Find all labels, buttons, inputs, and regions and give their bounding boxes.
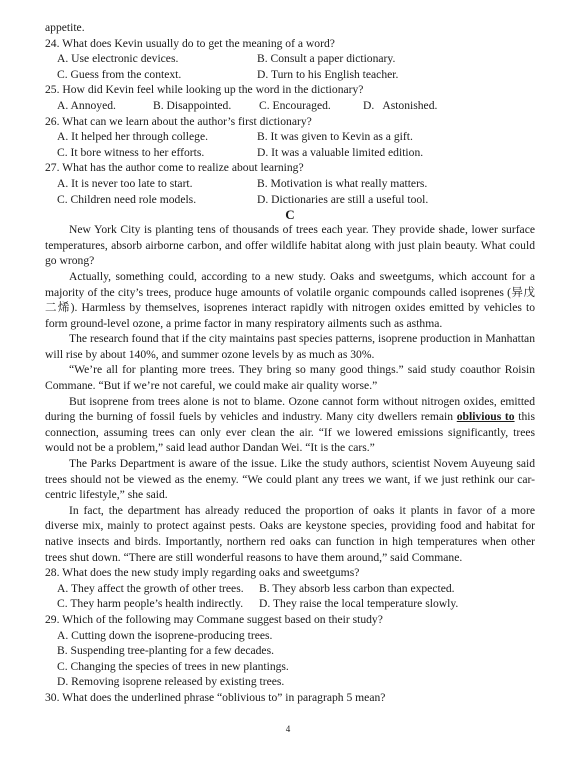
option-c: C. Changing the species of trees in new plantings. [57,659,289,673]
option-b: B. Consult a paper dictionary. [257,52,396,66]
question-28-stem: 28. What does the new study imply regarding oaks and sweetgums? [45,566,360,580]
question-24-stem: 24. What does Kevin usually do to get the meaning of a word? [45,36,335,50]
exam-page [45,20,535,706]
option-b: B. Disappointed. [153,98,232,112]
paragraph-5-start: But isoprene from trees alone is not to blame. Ozone cannot form without nitrogen oxides, emitted during the burning of fossil fuels by vehicles and industry. Many city dwellers remain [45,394,535,424]
option-d: D. Astonished. [363,98,438,112]
passage-paragraph-5 [45,394,535,456]
option-d: D. They raise the local temperature slowly. [259,597,459,611]
option-b: B. Motivation is what really matters. [257,176,428,190]
question-26-options-row-1 [45,129,535,145]
option-d: D. It was a valuable limited edition. [257,145,424,159]
paragraph-5-end: this connection, assuming trees can only ever clean the air. “If we lowered emissions significantly, trees would not be a problem,” said lead author Dandan Wei. “It is the cars.” [45,410,535,455]
question-27-stem: 27. What has the author come to realize about learning? [45,161,304,175]
question-27-options-row-2 [45,192,535,208]
option-c: C. Children need role models. [57,192,197,206]
option-d: D. Dictionaries are still a useful tool. [257,192,429,206]
question-25-stem: 25. How did Kevin feel while looking up the word in the dictionary? [45,83,364,97]
option-c: C. They harm people’s health indirectly. [57,597,244,611]
option-b: B. They absorb less carbon than expected. [259,581,455,595]
option-c: C. It bore witness to her efforts. [57,145,205,159]
option-a: A. Use electronic devices. [57,52,179,66]
question-27-options-row-1 [45,176,535,192]
question-26-stem: 26. What can we learn about the author’s first dictionary? [45,114,312,128]
option-a: A. Cutting down the isoprene-producing trees. [57,628,273,642]
option-d: D. Turn to his English teacher. [257,67,399,81]
option-a: A. They affect the growth of other trees. [57,581,244,595]
question-28-options-row-2 [45,596,535,612]
question-24-options-row-1 [45,51,535,67]
question-26-options-row-2 [45,145,535,161]
question-29-stem: 29. Which of the following may Commane suggest based on their study? [45,612,383,626]
underlined-phrase: oblivious to [456,410,515,424]
top-fragment: appetite. [45,21,85,34]
question-24-options-row-2 [45,67,535,83]
question-30-stem: 30. What does the underlined phrase “oblivious to” in paragraph 5 mean? [45,690,386,704]
option-b: B. Suspending tree-planting for a few decades. [57,644,274,658]
option-a: A. Annoyed. [57,98,116,112]
passage-paragraph-7: In fact, the department has already reduced the proportion of oaks it plants in favor of a more diverse mix, mainly to protect against pests. Oaks are keystone species, providing food and habitat for native insects and birds. Importantly, northern red oaks can function in high temperatures when other trees shut down. “There are still wonderful reasons to have them around,” said Commane. [45,503,535,564]
section-title: C [285,207,295,223]
option-a: A. It helped her through college. [57,130,208,144]
page-number: 4 [285,724,291,734]
passage-paragraph-1: New York City is planting tens of thousands of trees each year. They provide shade, lower surface temperatures, absorb airborne carbon, and offer wildlife habitat along with just plain beauty. What could go wrong? [45,223,535,268]
option-c: C. Guess from the context. [57,67,182,81]
option-a: A. It is never too late to start. [57,176,193,190]
option-d: D. Removing isoprene released by existing trees. [57,675,285,689]
option-c: C. Encouraged. [259,98,331,112]
passage-paragraph-3: The research found that if the city maintains past species patterns, isoprene production in Manhattan will rise by about 140%, and summer ozone levels by as much as 30%. [45,332,535,361]
passage-paragraph-2: Actually, something could, according to a new study. Oaks and sweetgums, which account for a majority of the city’s trees, produce huge amounts of volatile organic compounds called isoprenes (异戊二烯). Harmless by themselves, isoprenes interact rapidly with nitrogen oxides emitted by vehicles to form ground-level ozone, a prime factor in many respiratory ailments such as asthma. [45,269,535,330]
passage-paragraph-4: “We’re all for planting more trees. They bring so many good things.” said study coauthor Roisin Commane. “But if we’re not careful, we could make air quality worse.” [45,363,535,393]
question-28-options-row-1 [45,581,535,597]
option-b: B. It was given to Kevin as a gift. [257,130,413,144]
passage-paragraph-6: The Parks Department is aware of the issue. Like the study authors, scientist Novem Auyeung said trees should not be viewed as the enemy. “We could plant any trees we want, if we just rethink our car-centric lifestyle,” she said. [45,457,535,502]
question-25-options-row [45,98,535,114]
